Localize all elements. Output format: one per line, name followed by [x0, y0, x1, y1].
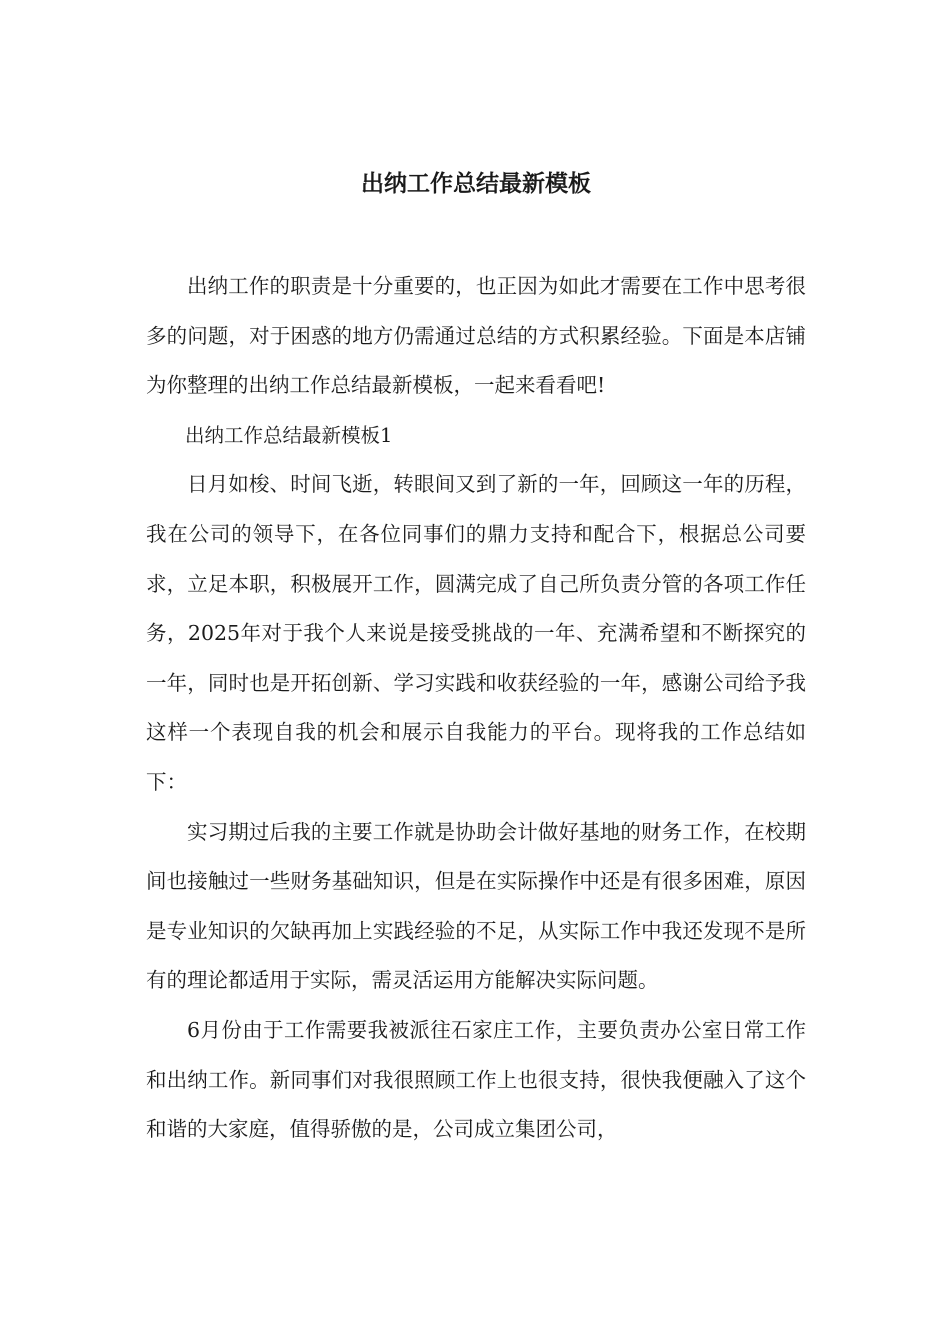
document-title: 出纳工作总结最新模板: [361, 170, 591, 197]
body-paragraph: 实习期过后我的主要工作就是协助会计做好基地的财务工作，在校期间也接触过一些财务基础知识，但是在实际操作中还是有很多困难，原因是专业知识的欠缺再加上实践经验的不足，从实际工作中我还发现不是所有的理论都适用于实际，需灵活运用方能解决实际问题。: [146, 819, 806, 993]
body-paragraph: 6月份由于工作需要我被派往石家庄工作，主要负责办公室日常工作和出纳工作。新同事们对我很照顾工作上也很支持，很快我便融入了这个和谐的大家庭，值得骄傲的是，公司成立集团公司，: [146, 1017, 806, 1142]
document-body: [146, 262, 806, 1155]
section-heading: 出纳工作总结最新模板1: [185, 423, 393, 447]
intro-paragraph: 出纳工作的职责是十分重要的，也正因为如此才需要在工作中思考很多的问题，对于困惑的地方仍需通过总结的方式积累经验。下面是本店铺为你整理的出纳工作总结最新模板，一起来看看吧!: [146, 274, 806, 398]
body-paragraph: 日月如梭、时间飞逝，转眼间又到了新的一年，回顾这一年的历程，我在公司的领导下，在各位同事们的鼎力支持和配合下，根据总公司要求，立足本职，积极展开工作，圆满完成了自己所负责分管的各项工作任务，2025年对于我个人来说是接受挑战的一年、充满希望和不断探究的一年，同时也是开拓创新、学习实践和收获经验的一年，感谢公司给予我这样一个表现自我的机会和展示自我能力的平台。现将我的工作总结如下：: [146, 472, 806, 794]
